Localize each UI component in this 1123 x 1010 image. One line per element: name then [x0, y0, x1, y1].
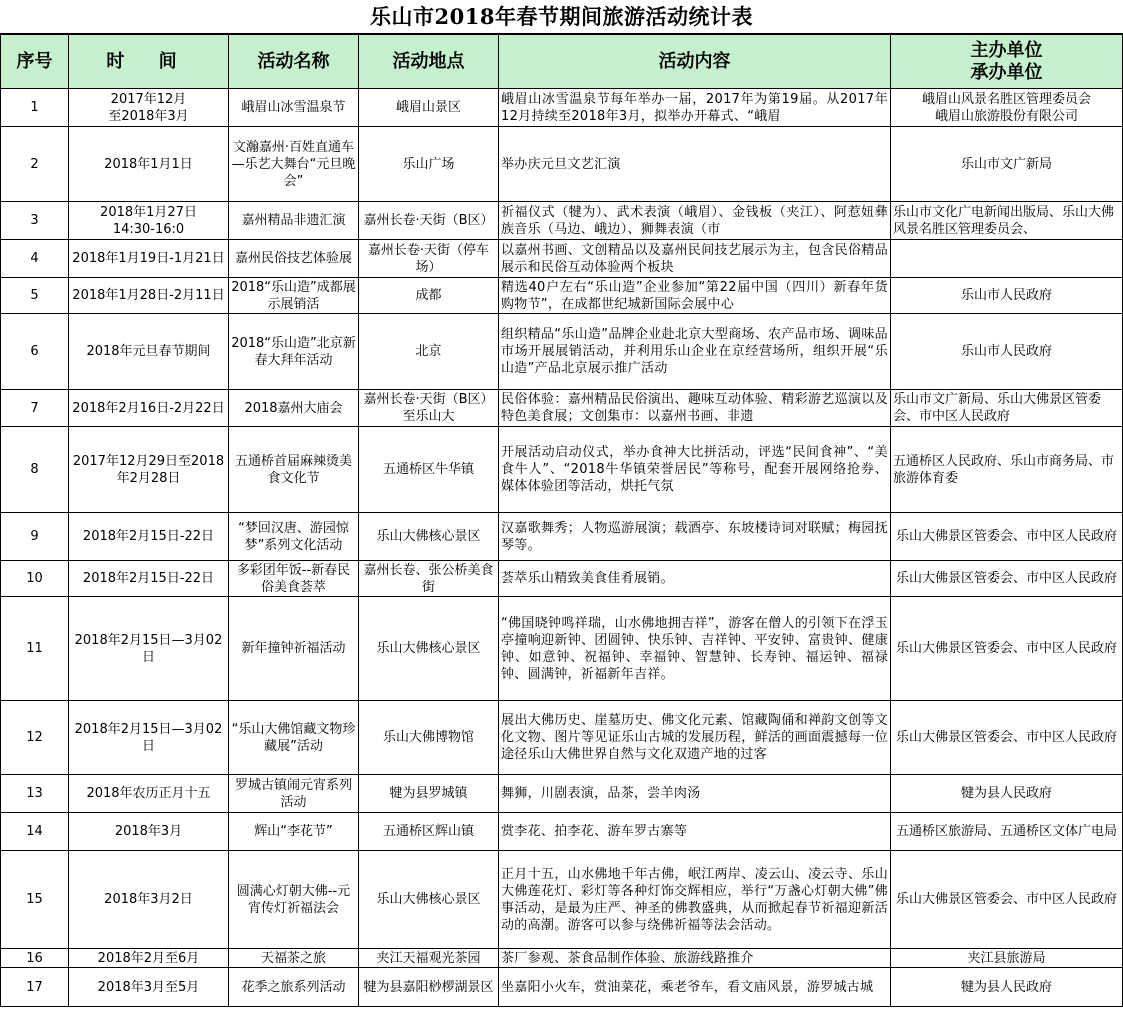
- row-place: 嘉州长卷·天街（B区）: [363, 213, 494, 228]
- row-org: 乐山市人民政府: [960, 288, 1052, 303]
- header-org-host: 主办单位: [970, 39, 1043, 61]
- table-row: [1, 701, 1123, 775]
- row-date: 2018年2月至6月: [97, 950, 200, 966]
- header-content: 活动内容: [499, 35, 891, 89]
- row-org: 乐山大佛景区管委会、市中区人民政府: [895, 730, 1117, 745]
- table-row: [1, 89, 1123, 127]
- row-place: 嘉州长卷·天街（停车场）: [367, 242, 490, 275]
- row-name: 圆满心灯朝大佛--元宵传灯祈福法会: [236, 883, 351, 916]
- row-org: 乐山市人民政府: [960, 344, 1052, 359]
- row-date: 2018年1月19日-1月21日: [72, 251, 225, 266]
- row-name: 五通桥首届麻辣烫美食文化节: [234, 453, 352, 486]
- table-row: [1, 561, 1123, 597]
- row-content: 峨眉山冰雪温泉节每年举办一届，2017年为第19届。从2017年12月持续至2018年3月，拟举办开幕式、“峨眉: [501, 91, 888, 124]
- row-date: 2018年农历正月十五: [86, 786, 211, 801]
- row-place: 成都: [415, 288, 442, 303]
- row-name: “梦回汉唐、游园惊梦”系列文化活动: [238, 520, 349, 553]
- table-row: [1, 314, 1123, 390]
- row-content: 展出大佛历史、崖墓历史、佛文化元素、馆藏陶俑和禅韵文创等文化文物、图片等见证乐山古城的发展历程，鲜活的画面震撼每一位途径乐山大佛世界自然与文化双遗产地的过客: [501, 713, 888, 762]
- row-name: 天福茶之旅: [260, 950, 326, 966]
- row-place: 乐山大佛博物馆: [382, 730, 474, 745]
- row-date: 2018年2月15日-22日: [82, 529, 215, 544]
- row-no: 2: [30, 156, 39, 172]
- activity-table: [0, 34, 1123, 1007]
- row-content: “佛国晓钟鸣祥瑞，山水佛地拥吉祥”，游客在僧人的引领下在浮玉亭撞响迎新钟、团圆钟、快乐钟、吉祥钟、平安钟、富贵钟、健康钟、如意钟、祝福钟、幸福钟、智慧钟、长寿钟、福运钟、福禄钟、圆满钟，祈福新年吉祥。: [501, 615, 888, 682]
- row-content: 祈福仪式（犍为）、武术表演（峨眉）、金钱板（夹江）、阿惹妞彝族音乐（马边、峨边）、狮舞表演（市: [501, 204, 888, 237]
- row-content: 茶厂参观、茶食品制作体验、旅游线路推介: [501, 950, 754, 966]
- row-place: 犍为县嘉阳桫椤湖景区: [363, 979, 494, 995]
- header-date: 时 间: [69, 35, 229, 89]
- row-name: 2018“乐山造”成都展示展销活: [231, 279, 356, 312]
- table-row: [1, 127, 1123, 202]
- header-org: [891, 35, 1123, 89]
- row-date: 2018年2月15日—3月02日: [74, 632, 223, 665]
- row-name: 文瀚嘉州·百姓直通车—乐艺大舞台“元旦晚会”: [231, 139, 356, 189]
- row-name: 辉山“李花节”: [254, 824, 333, 839]
- row-content: 坐嘉阳小火车，赏油菜花，乘老爷车，看文庙风景，游罗城古城: [501, 979, 874, 995]
- row-name: 嘉州民俗技艺体验展: [234, 251, 352, 266]
- row-date: 2018年3月: [114, 824, 183, 839]
- row-name: 花季之旅系列活动: [241, 979, 346, 995]
- row-content: 汉嘉歌舞秀；人物巡游展演；载酒亭、东坡楼诗词对联赋；梅园抚琴等。: [501, 520, 888, 553]
- row-no: 17: [26, 979, 43, 995]
- row-org: 乐山大佛景区管委会、市中区人民政府: [895, 641, 1117, 656]
- row-no: 6: [30, 344, 39, 359]
- row-org: 峨眉山风景名胜区管理委员会 峨眉山旅游股份有限公司: [921, 91, 1091, 124]
- row-content: 民俗体验：嘉州精品民俗演出、趣味互动体验、精彩游艺巡演以及特色美食展；文创集市：以嘉州书画、非遗: [501, 392, 888, 424]
- row-place: 犍为县罗城镇: [389, 786, 468, 801]
- table-row: [1, 427, 1123, 513]
- row-name: 嘉州精品非遗汇演: [241, 213, 346, 228]
- row-name: “乐山大佛馆藏文物珍藏展”活动: [231, 721, 356, 754]
- table-row: [1, 949, 1123, 968]
- header-org-organizer: 承办单位: [970, 61, 1043, 83]
- row-org: 五通桥区人民政府、乐山市商务局、市旅游体育委: [893, 453, 1115, 486]
- row-org: 乐山市文化广电新闻出版局、乐山大佛风景名胜区管理委员会、: [893, 204, 1115, 237]
- row-date: 2018年2月15日-22日: [82, 571, 215, 586]
- header-place: 活动地点: [359, 35, 499, 89]
- table-row: [1, 775, 1123, 813]
- row-date: 2018年1月27日 14:30-16:0: [100, 204, 197, 237]
- row-no: 3: [30, 213, 39, 228]
- row-org: 犍为县人民政府: [960, 786, 1052, 801]
- table-body: [1, 89, 1123, 1007]
- row-place: 北京: [415, 344, 442, 359]
- table-row: [1, 390, 1123, 427]
- row-date: 2018年2月16日-2月22日: [72, 400, 225, 416]
- table-row: [1, 202, 1123, 240]
- row-date: 2018年1月28日-2月11日: [72, 288, 225, 303]
- header-no: 序号: [1, 35, 69, 89]
- row-date: 2018年3月至5月: [97, 979, 200, 995]
- row-org: 五通桥区旅游局、五通桥区文体广电局: [895, 824, 1117, 839]
- table-row: [1, 240, 1123, 278]
- row-place: 峨眉山景区: [395, 100, 461, 115]
- row-org: 乐山大佛景区管委会、市中区人民政府: [895, 892, 1117, 907]
- table-row: [1, 513, 1123, 561]
- row-org: 乐山大佛景区管委会、市中区人民政府: [895, 571, 1117, 586]
- row-date: 2017年12月29日至2018年2月28日: [72, 453, 225, 486]
- row-no: 1: [30, 100, 39, 115]
- table-row: [1, 597, 1123, 701]
- row-place: 乐山大佛核心景区: [376, 641, 481, 656]
- row-name: 2018嘉州大庙会: [244, 400, 343, 416]
- row-content: 荟萃乐山精致美食佳肴展销。: [501, 571, 674, 586]
- row-no: 9: [30, 529, 39, 544]
- row-no: 5: [30, 288, 39, 303]
- row-place: 乐山大佛核心景区: [376, 529, 481, 544]
- row-no: 8: [30, 462, 39, 477]
- row-org: 犍为县人民政府: [960, 979, 1052, 995]
- table-row: [1, 968, 1123, 1007]
- row-place: 乐山广场: [402, 156, 455, 172]
- row-date: 2018年3月2日: [104, 892, 193, 907]
- row-place: 五通桥区辉山镇: [382, 824, 474, 839]
- table-row: [1, 278, 1123, 314]
- row-place: 五通桥区牛华镇: [382, 462, 474, 477]
- row-org: 乐山市文广新局: [960, 156, 1052, 172]
- row-no: 4: [30, 251, 39, 266]
- row-content: 正月十五，山水佛地千年古佛，岷江两岸、凌云山、凌云寺、乐山大佛莲花灯、彩灯等各种灯饰交辉相应，举行“万盏心灯朝大佛”佛事活动，是最为庄严、神圣的佛教盛典，从而掀起春节祈福迎新活动的高潮。游客可以参与绕佛祈福等法会活动。: [501, 866, 888, 933]
- table-row: [1, 813, 1123, 851]
- row-content: 开展活动启动仪式，举办食神大比拼活动，评选“民间食神”、“美食牛人”、“2018牛华镇荣誉居民”等称号，配套开展网络抢券、媒体体验团等活动，烘托气氛: [501, 445, 888, 494]
- row-content: 以嘉州书画、文创精品以及嘉州民间技艺展示为主，包含民俗精品展示和民俗互动体验两个板块: [501, 242, 888, 275]
- row-no: 15: [26, 892, 43, 907]
- row-no: 7: [30, 400, 39, 416]
- row-name: 新年撞钟祈福活动: [241, 641, 346, 656]
- header-row: [1, 35, 1123, 89]
- row-org: 夹江县旅游局: [967, 950, 1046, 966]
- row-name: 2018“乐山造”北京新春大拜年活动: [231, 335, 356, 368]
- row-org: 乐山大佛景区管委会、市中区人民政府: [895, 529, 1117, 544]
- row-place: 夹江天福观光茶园: [376, 950, 481, 966]
- row-place: 乐山大佛核心景区: [376, 892, 481, 907]
- row-no: 13: [26, 786, 43, 801]
- header-name: 活动名称: [229, 35, 359, 89]
- row-content: 赏李花、拍李花、游车罗古寨等: [501, 824, 688, 839]
- row-no: 10: [26, 571, 43, 586]
- row-date: 2018年1月1日: [104, 156, 193, 172]
- row-place: 嘉州长卷、张公桥美食街: [363, 562, 494, 595]
- table-row: [1, 851, 1123, 949]
- row-date: 2018年2月15日—3月02日: [74, 721, 223, 754]
- row-name: 峨眉山冰雪温泉节: [241, 100, 346, 115]
- row-date: 2018年元旦春节期间: [86, 344, 211, 359]
- row-no: 14: [26, 824, 43, 839]
- row-place: 嘉州长卷·天街（B区）至乐山大: [363, 392, 494, 424]
- row-content: 舞狮，川剧表演，品茶，尝羊肉汤: [501, 786, 701, 801]
- row-org: 乐山市文广新局、乐山大佛景区管委会、市中区人民政府: [893, 392, 1102, 424]
- row-content: 举办庆元旦文艺汇演: [501, 156, 621, 172]
- row-name: 多彩团年饭--新春民俗美食荟萃: [236, 562, 351, 595]
- row-content: 组织精品“乐山造”品牌企业赴北京大型商场、农产品市场、调味品市场开展展销活动，并利用乐山企业在京经营场所，组织开展“乐山造”产品北京展示推广活动: [501, 327, 888, 376]
- table-title: 乐山市2018年春节期间旅游活动统计表: [0, 0, 1123, 34]
- row-no: 12: [26, 730, 43, 745]
- row-no: 11: [26, 641, 43, 656]
- row-date: 2017年12月 至2018年3月: [108, 91, 189, 124]
- row-no: 16: [26, 950, 43, 966]
- row-name: 罗城古镇闹元宵系列活动: [234, 777, 352, 810]
- row-content: 精选40户左右“乐山造”企业参加“第22届中国（四川）新春年货购物节”，在成都世纪城新国际会展中心: [501, 279, 888, 312]
